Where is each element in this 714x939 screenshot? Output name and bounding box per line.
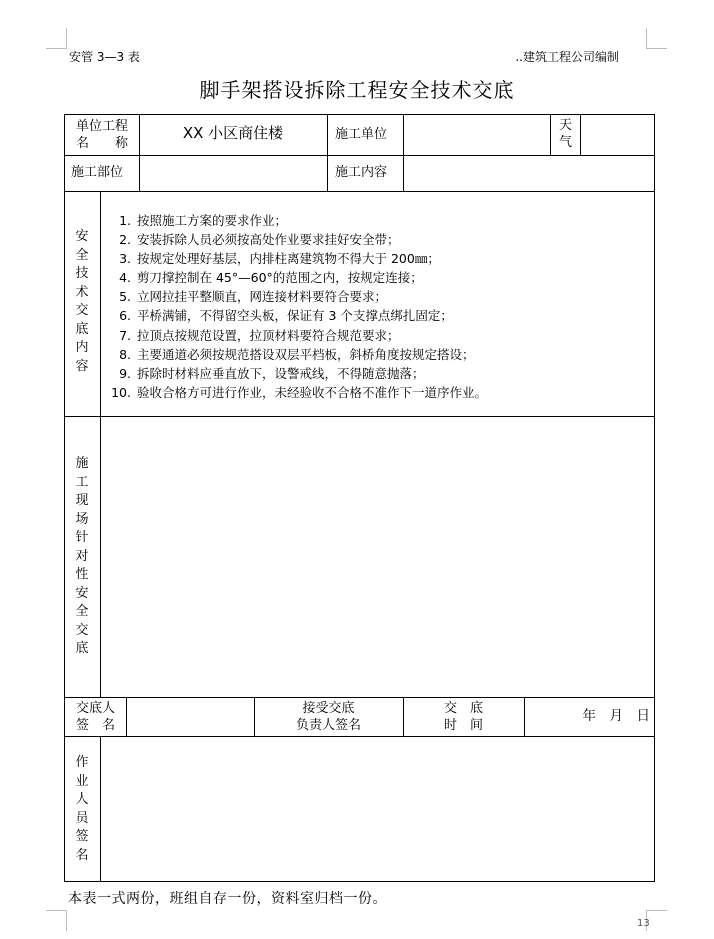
discloser-signature-label: 交底人 签 名 xyxy=(75,701,115,733)
page-title: 脚手架搭设拆除工程安全技术交底 xyxy=(199,78,515,102)
construction-content-label: 施工内容 xyxy=(335,165,388,180)
disclosure-date-field[interactable]: 年 月 日 xyxy=(582,708,650,724)
footer-note: 本表一式两份，班组自存一份，资料室归档一份。 xyxy=(68,891,387,907)
worker-signature-area[interactable] xyxy=(103,739,651,879)
disclosure-form xyxy=(64,114,655,882)
row-divider xyxy=(65,191,654,192)
col-divider xyxy=(403,115,404,191)
col-divider xyxy=(327,115,328,191)
list-item: 5. 立网拉挂平整顺直，网连接材料要符合要求； xyxy=(119,289,388,305)
col-divider xyxy=(100,736,101,881)
construction-content-value[interactable] xyxy=(405,164,651,184)
site-disclosure-label: 施 工 现 场 针 对 性 安 全 交 底 xyxy=(75,456,89,656)
worker-signature-label: 作 业 人 员 签 名 xyxy=(75,755,89,863)
receiver-signature-label: 接受交底 负责人签名 xyxy=(295,701,361,733)
list-item: 8. 主要通道必须按规范搭设双层平档板，斜桥角度按规定搭设； xyxy=(119,346,475,362)
construction-part-value[interactable] xyxy=(141,164,325,184)
crop-mark-top-left xyxy=(46,28,67,49)
weather-label: 天 气 xyxy=(558,118,572,150)
site-disclosure-content[interactable] xyxy=(103,419,651,693)
form-code: 安管 3—3 表 xyxy=(69,50,140,64)
row-divider xyxy=(65,736,654,737)
list-item: 4. 剪刀撑控制在 45°—60°的范围之内，按规定连接； xyxy=(119,270,423,286)
disclosure-time-label: 交 底 时 间 xyxy=(443,701,483,733)
list-item: 9. 拆除时材料应垂直放下，设警戒线，不得随意抛落； xyxy=(119,365,425,381)
list-item: 10. 验收合格方可进行作业，未经验收不合格不准作下一道序作业。 xyxy=(111,384,488,400)
col-divider xyxy=(580,115,581,155)
row-divider xyxy=(65,155,654,156)
unit-name-label: 单位工程 名 称 xyxy=(75,119,128,151)
publisher: ..建筑工程公司编制 xyxy=(515,50,619,64)
col-divider xyxy=(100,191,101,697)
list-item: 2. 安装拆除人员必须按高处作业要求挂好安全带； xyxy=(119,232,400,248)
list-item: 6. 平桥满铺，不得留空头板，保证有 3 个支撑点绑扎固定； xyxy=(119,308,453,324)
construction-unit-value[interactable] xyxy=(405,126,549,146)
safety-disclosure-label: 安 全 技 术 交 底 内 容 xyxy=(75,229,89,374)
unit-name-value[interactable]: XX 小区商住楼 xyxy=(182,124,284,142)
list-item: 7. 拉顶点按规范设置，拉顶材料要符合规范要求； xyxy=(119,327,400,343)
list-item: 3. 按规定处理好基层，内排柱离建筑物不得大于 200㎜； xyxy=(119,251,440,267)
weather-value[interactable] xyxy=(582,126,652,146)
construction-part-label: 施工部位 xyxy=(71,165,124,180)
crop-mark-top-right xyxy=(646,28,667,49)
row-divider xyxy=(65,416,654,417)
col-divider xyxy=(126,697,127,736)
crop-mark-bottom-left xyxy=(46,910,67,931)
list-item: 1. 按照施工方案的要求作业； xyxy=(119,213,288,228)
safety-items-list xyxy=(105,211,487,402)
row-divider xyxy=(65,697,654,698)
construction-unit-label: 施工单位 xyxy=(335,127,388,142)
discloser-signature-field[interactable] xyxy=(128,700,252,734)
page-number: 13 xyxy=(637,918,650,929)
